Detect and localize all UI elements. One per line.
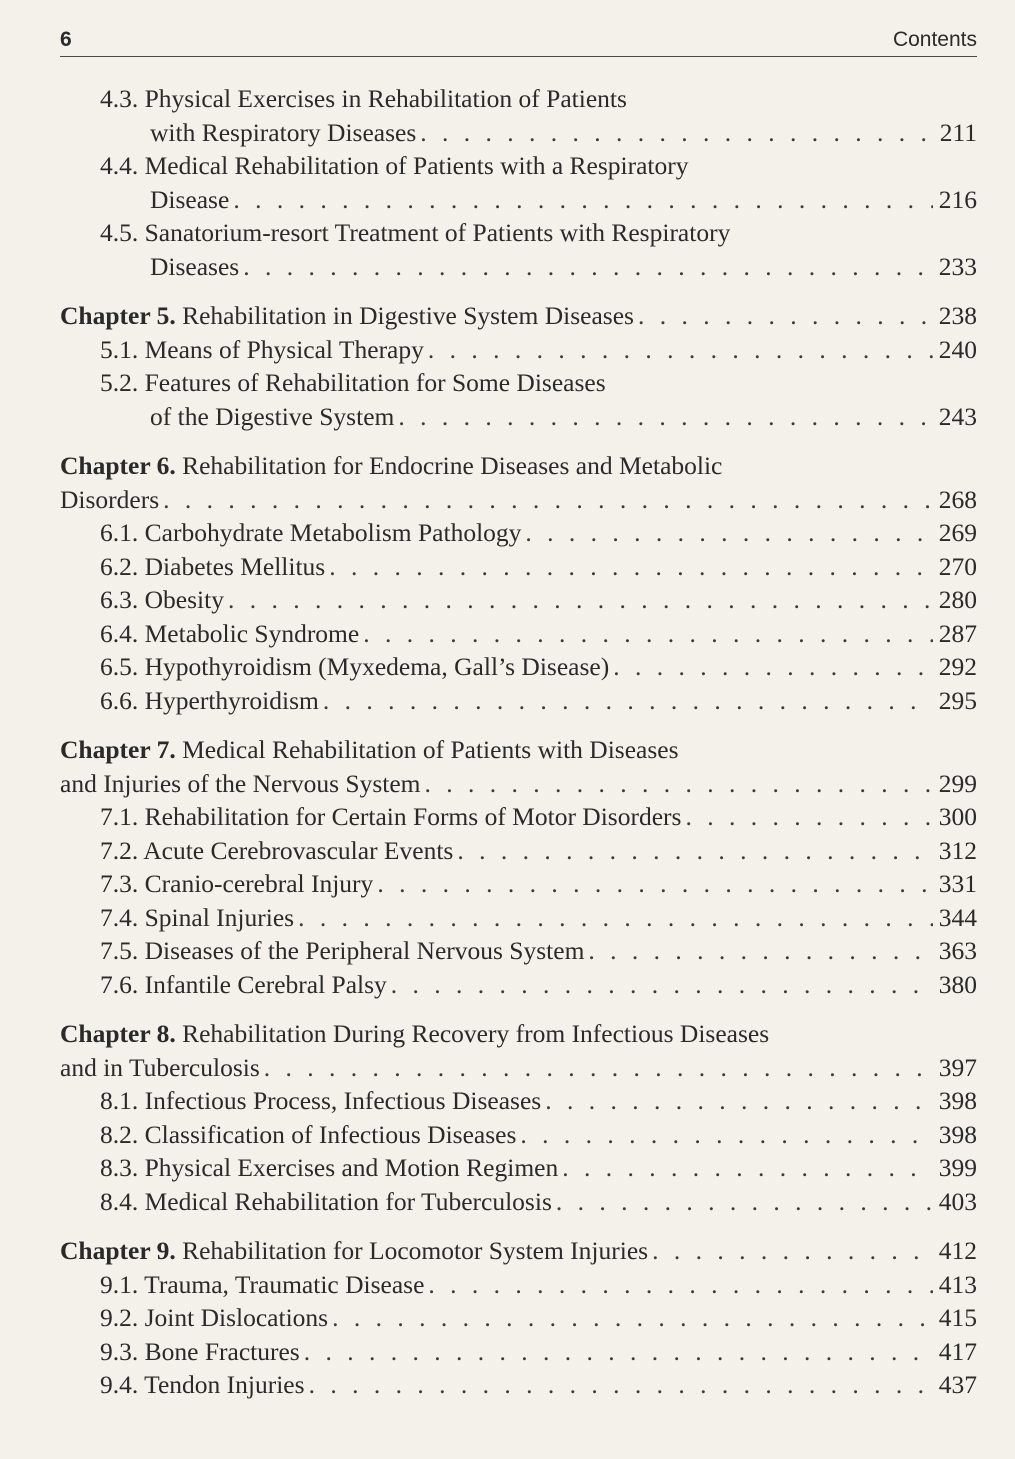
entry-text: 9.3. Bone Fractures	[100, 1336, 300, 1366]
section-entry[interactable]	[60, 834, 977, 868]
entry-text: 9.2. Joint Dislocations	[100, 1303, 329, 1332]
entry-text: 8.3. Physical Exercises and Motion Regimen	[100, 1153, 559, 1182]
entry-title	[100, 516, 521, 550]
entry-text: Rehabilitation for Endocrine Diseases and Metabolic	[182, 451, 723, 480]
leader-dots	[545, 1084, 933, 1118]
leader-dots	[562, 1151, 933, 1185]
section-entry[interactable]	[60, 1368, 977, 1402]
table-of-contents	[60, 82, 977, 1402]
entry-text: Rehabilitation in Digestive System Diseases	[182, 301, 634, 330]
entry-title	[100, 684, 319, 718]
page-ref: 398	[938, 1086, 977, 1115]
entry-text: and Injuries of the Nervous System	[60, 768, 421, 798]
entry-text: Rehabilitation for Locomotor System Injuries	[182, 1236, 649, 1265]
page-ref: 380	[938, 969, 977, 999]
entry-text: 7.3. Cranio-cerebral Injury	[100, 869, 374, 898]
entry-text: Rehabilitation During Recovery from Infectious Diseases	[182, 1019, 770, 1048]
running-title: Contents	[892, 28, 977, 51]
leader-dots	[520, 1118, 932, 1152]
page-ref: 233	[938, 251, 977, 281]
page-ref: 331	[938, 869, 977, 898]
entry-title	[100, 1084, 541, 1118]
chapter-label: Chapter 9.	[60, 1236, 176, 1265]
leader-dots	[652, 1234, 933, 1268]
page-ref: 363	[938, 936, 977, 965]
entry-title	[100, 1368, 305, 1402]
entry-text: Medical Rehabilitation of Patients with Diseases	[182, 735, 679, 764]
page-ref: 270	[938, 551, 977, 581]
section-entry[interactable]	[60, 333, 977, 367]
chapter-gap	[60, 433, 977, 449]
leader-dots	[332, 1301, 933, 1335]
entry-text: 7.6. Infantile Cerebral Palsy	[100, 969, 387, 999]
entry-title	[100, 333, 424, 367]
entry-title	[100, 1151, 558, 1185]
leader-dots	[398, 400, 932, 434]
chapter-heading[interactable]	[60, 1017, 977, 1051]
page-ref: 417	[938, 1336, 977, 1366]
section-entry[interactable]	[60, 1118, 977, 1152]
entry-title	[150, 116, 416, 150]
chapter-gap	[60, 283, 977, 299]
leader-dots	[428, 1268, 932, 1302]
section-entry[interactable]	[60, 617, 977, 651]
page-ref: 398	[938, 1119, 977, 1149]
section-heading[interactable]	[60, 82, 977, 116]
page-ref: 268	[938, 484, 977, 514]
entry-text: Disorders	[60, 484, 160, 514]
leader-dots	[264, 1051, 933, 1085]
leader-dots	[163, 483, 933, 517]
section-entry[interactable]	[60, 867, 977, 901]
leader-dots	[556, 1185, 933, 1219]
entry-text: Disease	[150, 184, 230, 214]
entry-text: 8.2. Classification of Infectious Diseases	[100, 1119, 517, 1149]
chapter-heading[interactable]	[60, 733, 977, 767]
chapter-entry[interactable]	[60, 299, 977, 333]
section-heading[interactable]	[60, 216, 977, 250]
leader-dots	[304, 1335, 933, 1369]
section-entry[interactable]	[60, 250, 977, 284]
entry-title	[100, 934, 584, 968]
entry-text: of the Digestive System	[150, 401, 395, 431]
entry-text: 6.2. Diabetes Mellitus	[100, 551, 326, 581]
section-entry[interactable]	[60, 400, 977, 434]
leader-dots	[243, 250, 933, 284]
chapter-entry[interactable]	[60, 483, 977, 517]
entry-title	[60, 483, 159, 517]
entry-text: 5.2. Features of Rehabilitation for Some Diseases	[100, 368, 606, 397]
leader-dots	[233, 183, 932, 217]
page-ref: 397	[938, 1052, 977, 1082]
leader-dots	[613, 650, 933, 684]
entry-text: 4.4. Medical Rehabilitation of Patients with a Respiratory	[100, 151, 689, 180]
entry-title	[100, 650, 609, 684]
entry-text: 8.4. Medical Rehabilitation for Tuberculosis	[100, 1186, 552, 1216]
leader-dots	[638, 299, 933, 333]
entry-title	[100, 617, 359, 651]
page-header	[60, 24, 977, 57]
leader-dots	[377, 867, 932, 901]
page-ref: 280	[938, 585, 977, 614]
entry-text: 4.5. Sanatorium-resort Treatment of Patients with Respiratory	[100, 218, 731, 247]
section-entry[interactable]	[60, 1268, 977, 1302]
entry-text: 6.6. Hyperthyroidism	[100, 685, 319, 715]
page-ref: 415	[938, 1303, 977, 1332]
page-ref: 243	[938, 401, 977, 431]
entry-title	[100, 834, 453, 868]
leader-dots	[525, 516, 932, 550]
entry-title	[100, 901, 294, 935]
entry-title	[60, 299, 634, 333]
chapter-gap	[60, 1218, 977, 1234]
section-entry[interactable]	[60, 968, 977, 1002]
entry-title	[100, 800, 681, 834]
entry-text: 9.1. Trauma, Traumatic Disease	[100, 1269, 425, 1299]
entry-title	[100, 583, 224, 617]
leader-dots	[588, 934, 932, 968]
entry-title	[60, 767, 420, 801]
page-ref: 413	[938, 1269, 977, 1299]
section-entry[interactable]	[60, 800, 977, 834]
page-ref: 437	[938, 1370, 977, 1399]
section-heading[interactable]	[60, 149, 977, 183]
leader-dots	[424, 767, 932, 801]
page-ref: 269	[938, 518, 977, 547]
entry-text: 6.1. Carbohydrate Metabolism Pathology	[100, 518, 522, 547]
section-entry[interactable]	[60, 550, 977, 584]
entry-text: 7.2. Acute Cerebrovascular Events	[100, 835, 454, 865]
entry-title	[150, 183, 229, 217]
page-ref: 403	[938, 1186, 977, 1216]
entry-title	[150, 400, 394, 434]
entry-title	[100, 1335, 300, 1369]
page-ref: 238	[938, 301, 977, 330]
leader-dots	[391, 968, 933, 1002]
entry-text: 7.1. Rehabilitation for Certain Forms of Motor Disorders	[100, 802, 682, 831]
section-entry[interactable]	[60, 650, 977, 684]
section-entry[interactable]	[60, 116, 977, 150]
entry-title	[100, 1118, 516, 1152]
section-entry[interactable]	[60, 1335, 977, 1369]
chapter-label: Chapter 7.	[60, 735, 176, 764]
leader-dots	[457, 834, 932, 868]
entry-title	[100, 1301, 328, 1335]
leader-dots	[323, 684, 933, 718]
chapter-entry[interactable]	[60, 767, 977, 801]
leader-dots	[309, 1368, 933, 1402]
section-entry[interactable]	[60, 1084, 977, 1118]
entry-title	[60, 1234, 648, 1268]
entry-title	[60, 1051, 260, 1085]
chapter-label: Chapter 5.	[60, 301, 176, 330]
page-ref: 344	[938, 902, 977, 932]
section-entry[interactable]	[60, 1185, 977, 1219]
entry-text: 5.1. Means of Physical Therapy	[100, 334, 424, 364]
section-entry[interactable]	[60, 684, 977, 718]
chapter-entry[interactable]	[60, 1051, 977, 1085]
entry-text: 6.5. Hypothyroidism (Myxedema, Gall’s Disease)	[100, 652, 610, 681]
entry-text: Diseases	[150, 251, 240, 281]
page-ref: 216	[938, 184, 977, 214]
leader-dots	[420, 116, 933, 150]
entry-title	[100, 550, 325, 584]
leader-dots	[228, 583, 933, 617]
chapter-heading[interactable]	[60, 449, 977, 483]
leader-dots	[363, 617, 933, 651]
page-ref: 299	[938, 768, 977, 798]
page-ref: 211	[939, 117, 977, 147]
section-entry[interactable]	[60, 934, 977, 968]
entry-text: 8.1. Infectious Process, Infectious Diseases	[100, 1086, 542, 1115]
page-ref: 295	[938, 685, 977, 715]
section-entry[interactable]	[60, 183, 977, 217]
page-ref: 240	[938, 334, 977, 364]
entry-title	[100, 1268, 424, 1302]
section-entry[interactable]	[60, 516, 977, 550]
chapter-gap	[60, 1001, 977, 1017]
page-ref: 287	[938, 618, 977, 648]
entry-title	[100, 1185, 552, 1219]
entry-title	[150, 250, 239, 284]
chapter-gap	[60, 717, 977, 733]
page-ref: 412	[938, 1236, 977, 1265]
page-ref: 399	[938, 1153, 977, 1182]
section-entry[interactable]	[60, 583, 977, 617]
entry-text: 7.4. Spinal Injuries	[100, 902, 295, 932]
entry-text: and in Tuberculosis	[60, 1052, 260, 1082]
entry-text: 6.4. Metabolic Syndrome	[100, 618, 360, 648]
entry-title	[100, 867, 373, 901]
section-entry[interactable]	[60, 901, 977, 935]
page-ref: 312	[938, 835, 977, 865]
section-entry[interactable]	[60, 1301, 977, 1335]
chapter-entry[interactable]	[60, 1234, 977, 1268]
leader-dots	[685, 800, 932, 834]
leader-dots	[329, 550, 933, 584]
page-ref: 292	[938, 652, 977, 681]
entry-text: with Respiratory Diseases	[150, 117, 417, 147]
chapter-label: Chapter 6.	[60, 451, 176, 480]
entry-text: 4.3. Physical Exercises in Rehabilitation of Patients	[100, 84, 627, 113]
entry-text: 9.4. Tendon Injuries	[100, 1370, 305, 1399]
entry-title	[100, 968, 387, 1002]
chapter-label: Chapter 8.	[60, 1019, 176, 1048]
section-entry[interactable]	[60, 1151, 977, 1185]
leader-dots	[298, 901, 933, 935]
leader-dots	[428, 333, 933, 367]
entry-text: 6.3. Obesity	[100, 585, 224, 614]
page-ref: 300	[938, 802, 977, 831]
section-heading[interactable]	[60, 366, 977, 400]
entry-text: 7.5. Diseases of the Peripheral Nervous System	[100, 936, 585, 965]
page-number: 6	[60, 28, 72, 51]
